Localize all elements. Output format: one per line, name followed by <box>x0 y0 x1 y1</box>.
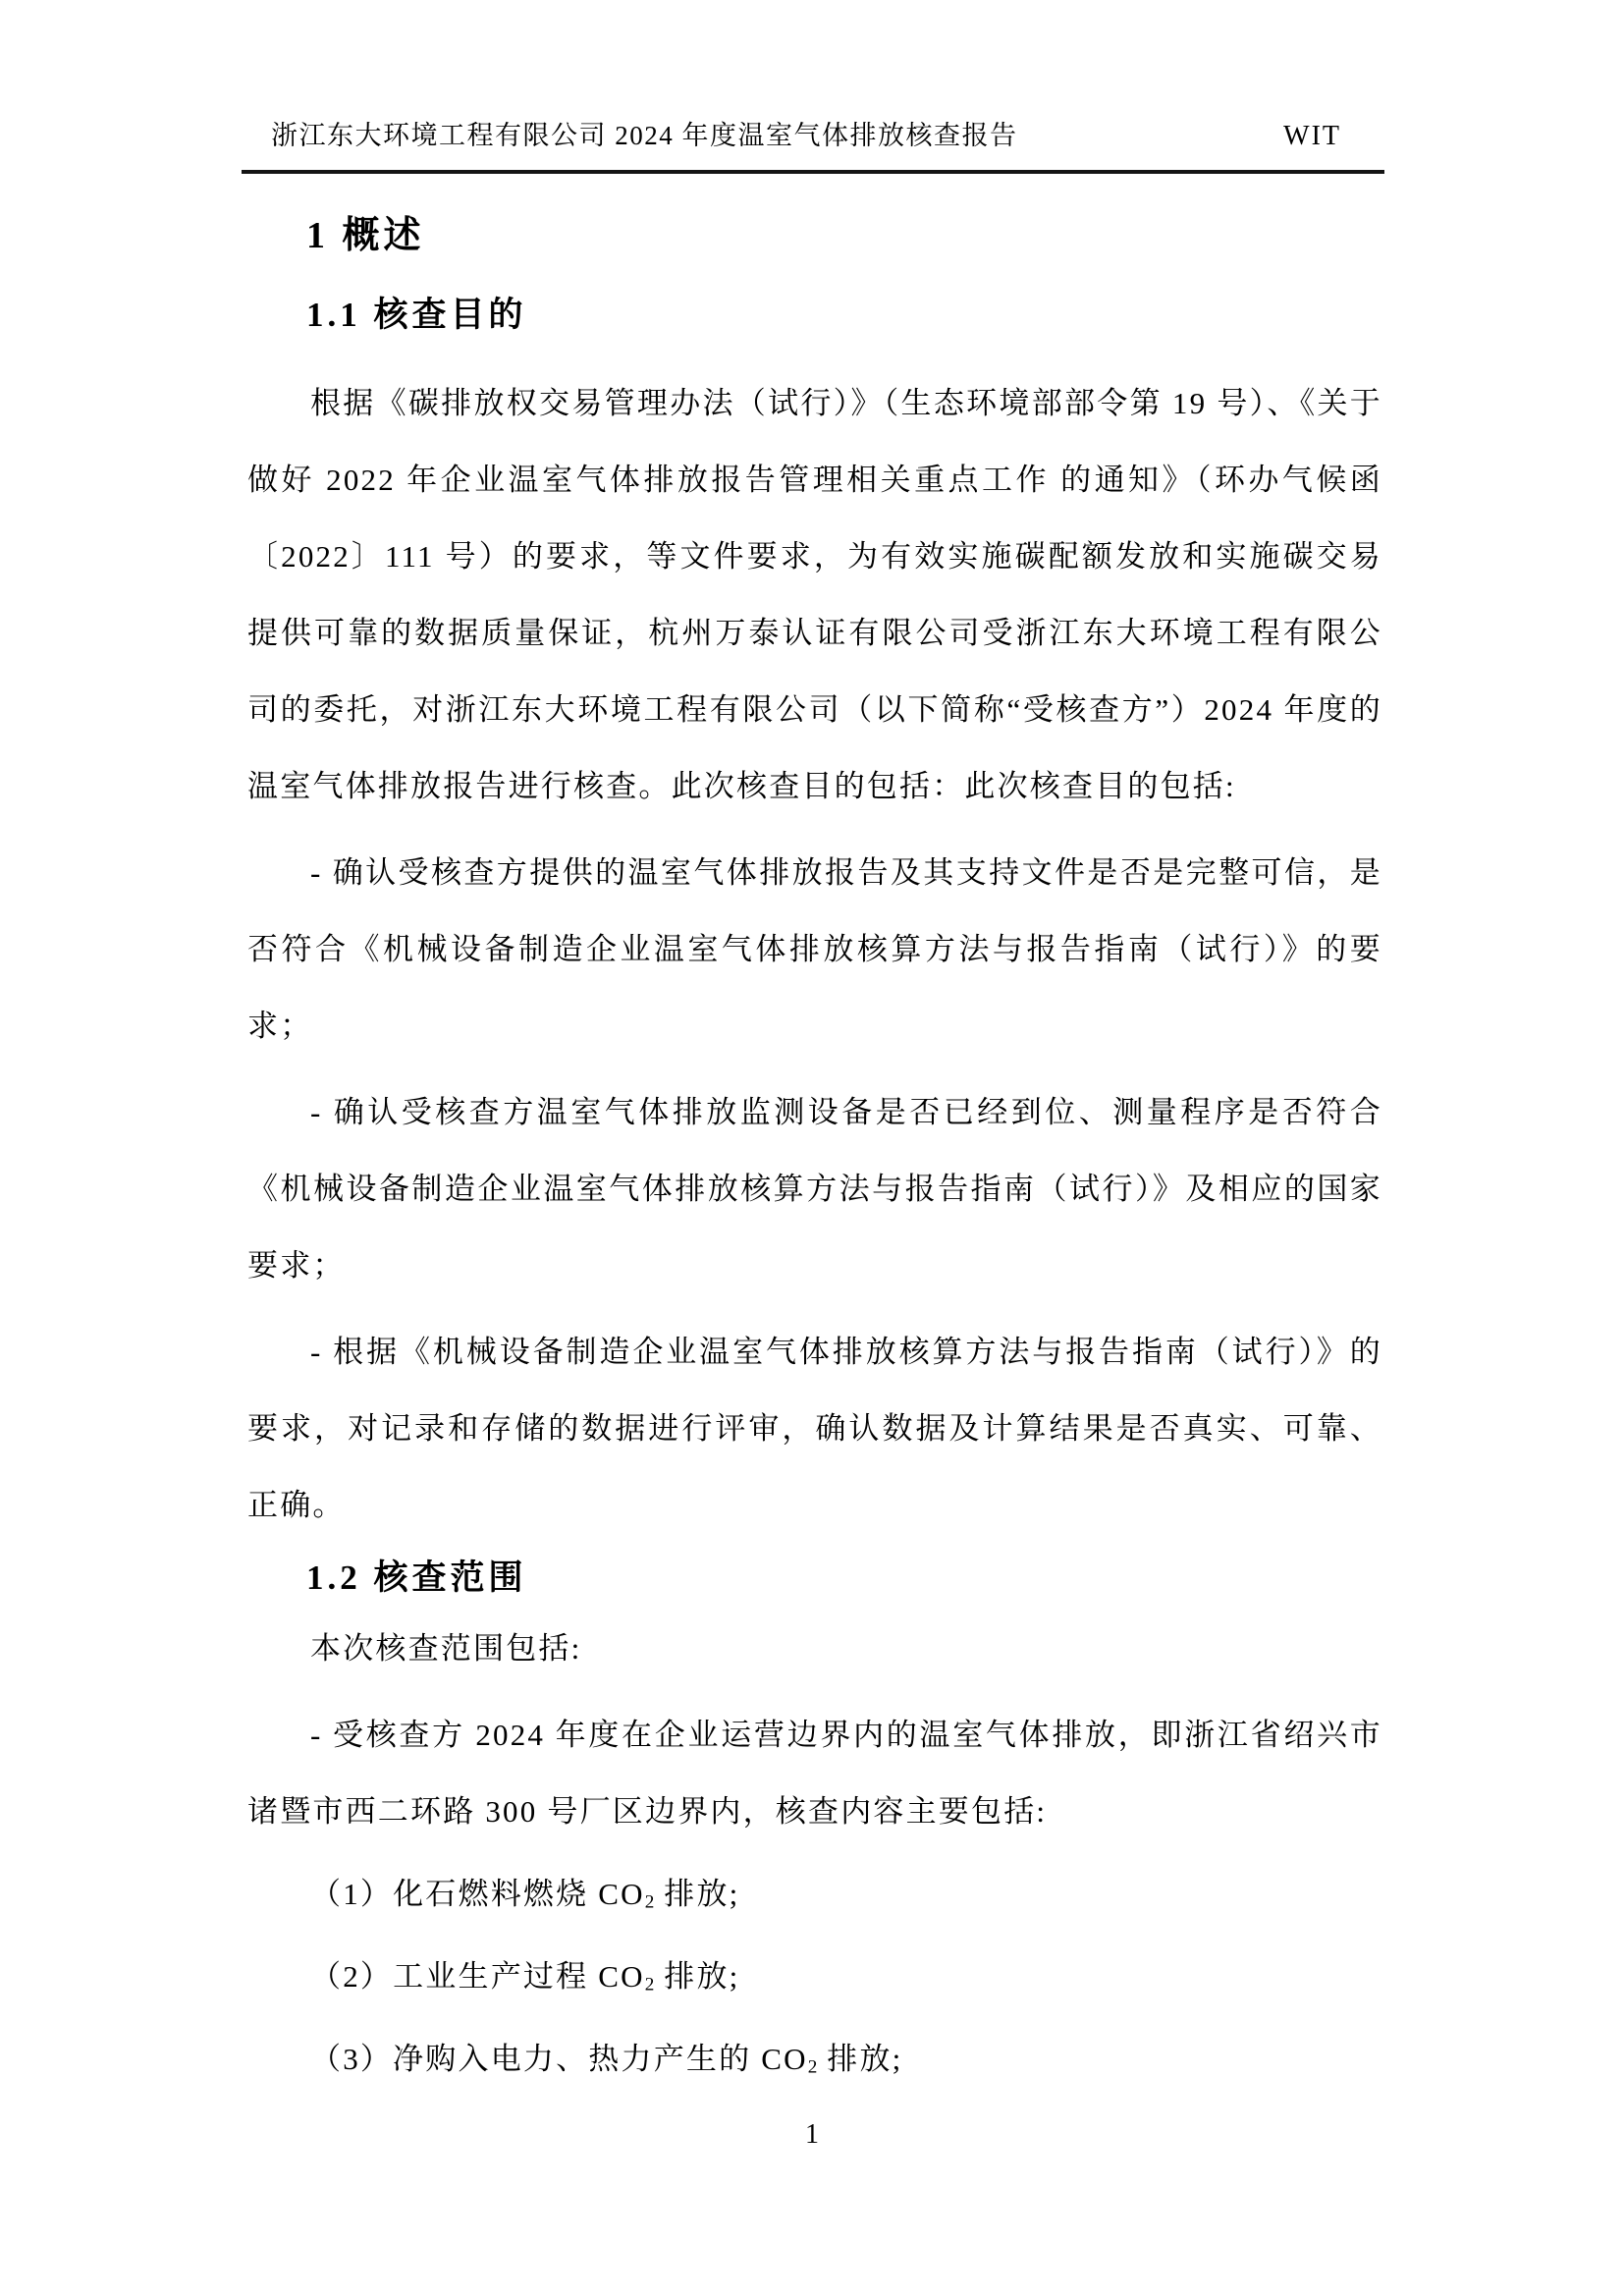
numbered-item-process <box>247 1939 1382 2015</box>
header-title: 浙江东大环境工程有限公司 2024 年度温室气体排放核查报告 <box>271 121 1018 150</box>
document-body <box>247 177 1382 2098</box>
subscript: 2 <box>807 2056 818 2078</box>
paragraph-purpose-intro: 根据《碳排放权交易管理办法（试行）》（生态环境部部令第 19 号）、《关于做好 2022 年企业温室气体排放报告管理相关重点工作 的通知》（环办气候函〔2022〕111 号）的要求，等文件要求，为有效实施碳配额发放和实施碳交易提供可靠的数据质量保证，杭州万泰认证有限公司受浙江东大环境工程有限公司的委托，对浙江东大环境工程有限公司（以下简称“受核查方”）2024 年度的温室气体排放报告进行核查。此次核查目的包括：此次核查目的包括: <box>247 385 1382 803</box>
section-heading-overview: 1 概述 <box>306 215 425 256</box>
item-text: 排放; <box>654 1876 740 1911</box>
subscript: 2 <box>644 1891 655 1913</box>
item-text: 排放; <box>654 1958 740 1994</box>
subscript: 2 <box>644 1974 655 1995</box>
page-number: 1 <box>805 2119 819 2150</box>
numbered-item-electricity-heat <box>247 2021 1382 2098</box>
header-logo-wit: WIT <box>1283 121 1341 151</box>
subsection-heading-scope: 1.2 核查范围 <box>306 1558 527 1597</box>
item-text: （3）净购入电力、热力产生的 CO <box>310 2041 808 2076</box>
item-text: （2）工业生产过程 CO <box>310 1958 645 1994</box>
page-header <box>242 114 1384 174</box>
bullet-paragraph-purpose-3: - 根据《机械设备制造企业温室气体排放核算方法与报告指南（试行）》的要求，对记录和存储的数据进行评审，确认数据及计算结果是否真实、可靠、正确。 <box>247 1334 1382 1522</box>
bullet-paragraph-scope: - 受核查方 2024 年度在企业运营边界内的温室气体排放，即浙江省绍兴市诸暨市西二环路 300 号厂区边界内，核查内容主要包括: <box>247 1717 1382 1829</box>
subsection-heading-purpose: 1.1 核查目的 <box>306 295 527 334</box>
item-text: 排放; <box>817 2041 903 2076</box>
bullet-paragraph-purpose-2: - 确认受核查方温室气体排放监测设备是否已经到位、测量程序是否符合《机械设备制造企业温室气体排放核算方法与报告指南（试行）》及相应的国家要求； <box>247 1094 1382 1283</box>
paragraph-scope-intro: 本次核查范围包括: <box>310 1630 582 1666</box>
numbered-item-fossil-fuel <box>247 1856 1382 1933</box>
item-text: （1）化石燃料燃烧 CO <box>310 1876 645 1911</box>
bullet-paragraph-purpose-1: - 确认受核查方提供的温室气体排放报告及其支持文件是否是完整可信，是否符合《机械设备制造企业温室气体排放核算方法与报告指南（试行）》的要求； <box>247 854 1382 1043</box>
